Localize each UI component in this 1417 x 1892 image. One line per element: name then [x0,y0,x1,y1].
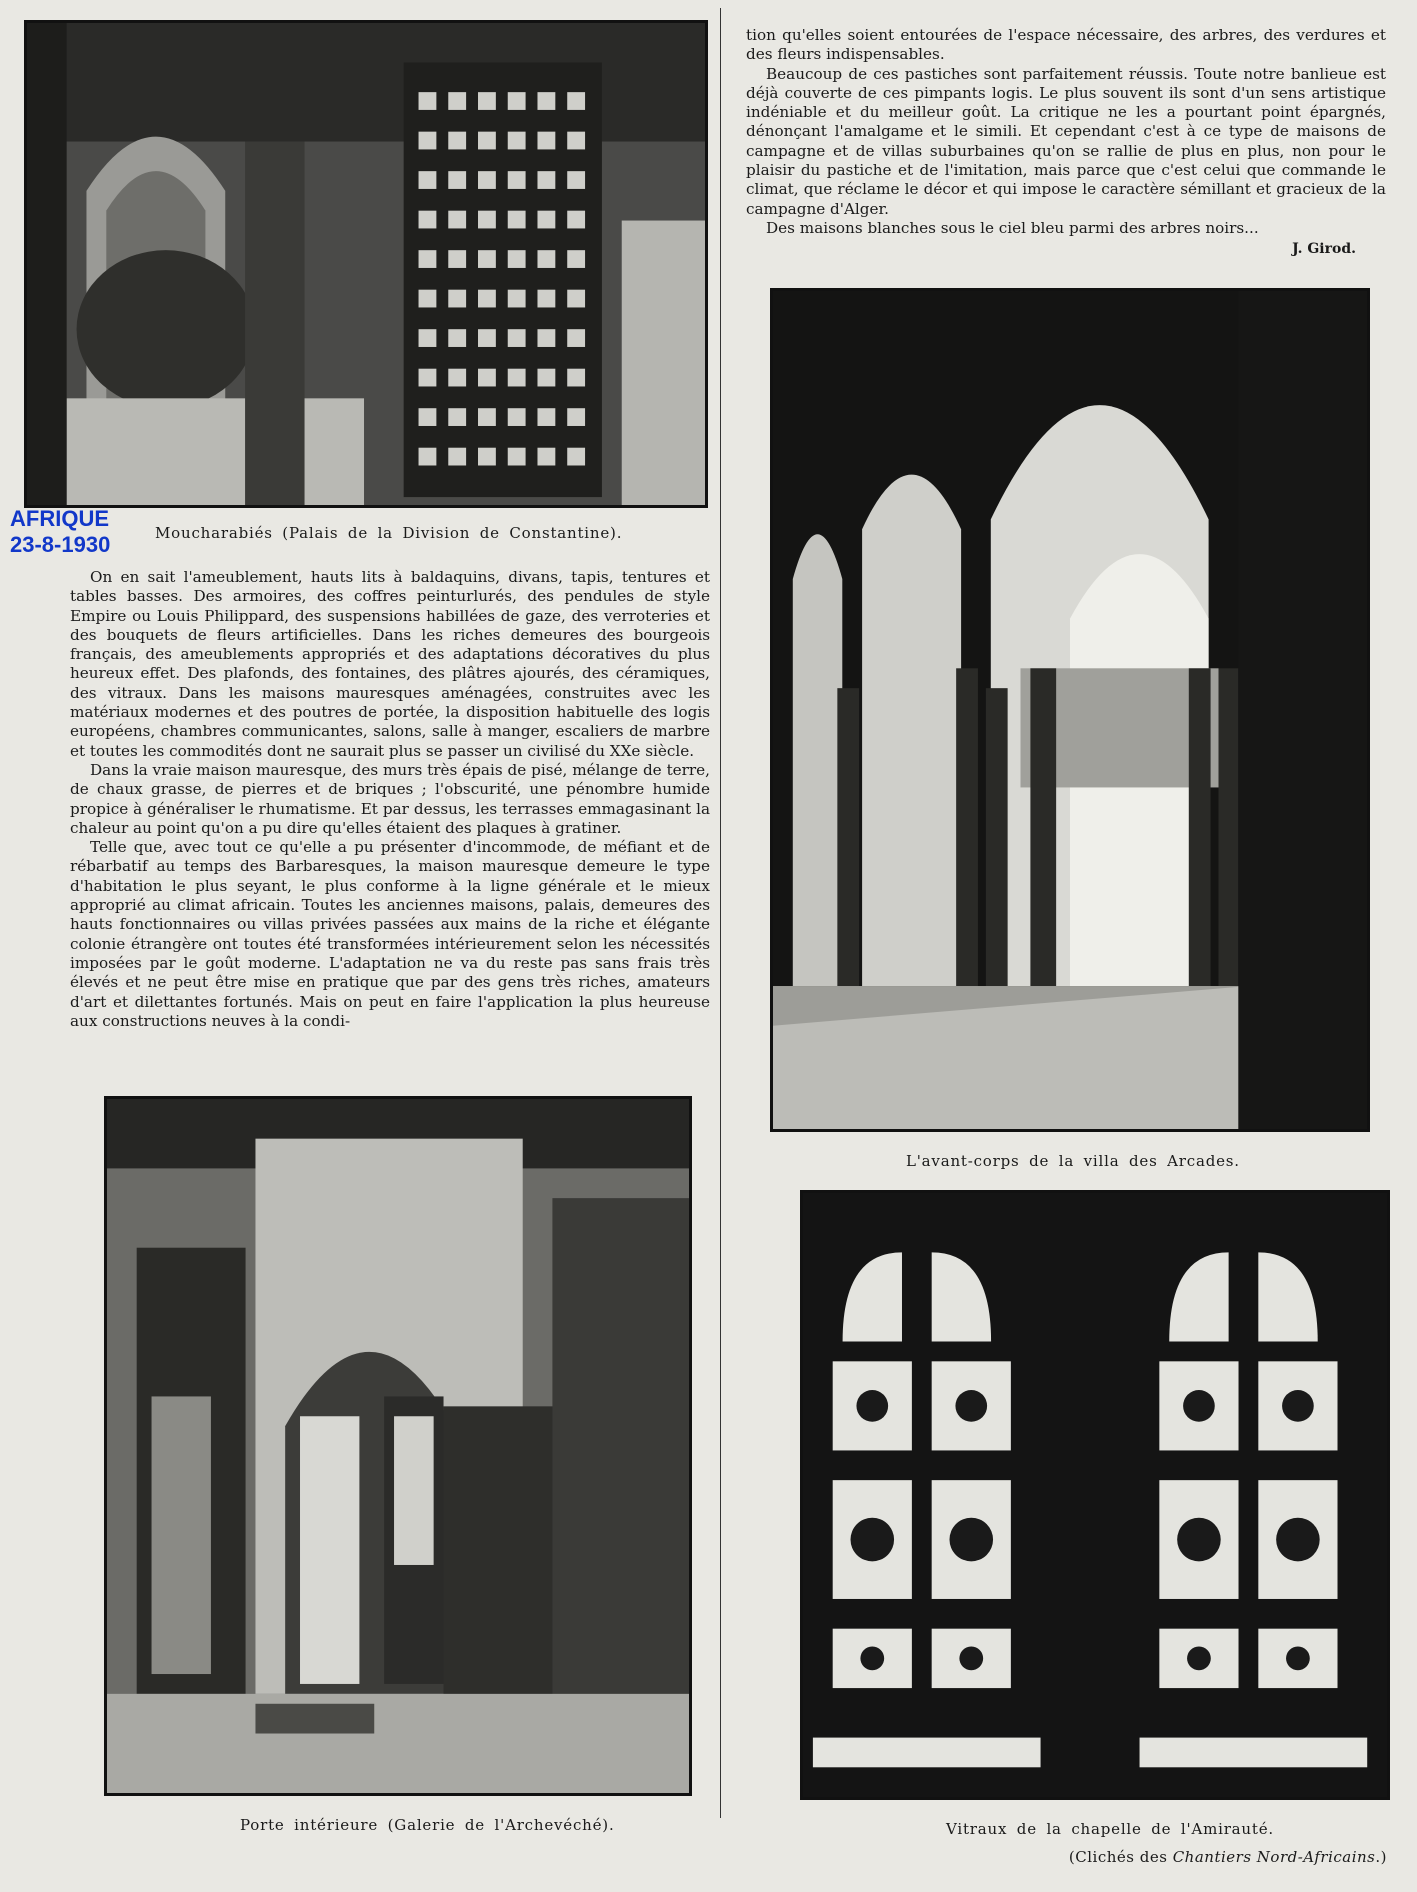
credits-prefix: (Clichés des [1068,1848,1173,1866]
paragraph: On en sait l'ameublement, hauts lits à baldaquins, divans, tapis, tentures et tables basses. Des armoires, des coffres peinturlurés, des pendules de style Empire ou Louis Philippard, des suspensions habillées de gaze, des verroteries et des bouquets de fleurs artificielles. Dans les riches demeures des bourgeois français, des ameublements appropriés et des adaptations décoratives du plus heureux effet. Des plafonds, des fontaines, des plâtres ajourés, des céramiques, des vitraux. Dans les maisons mauresques aménagées, construites avec les matériaux modernes et des poutres de portée, la disposition habituelle des logis européens, chambres communicantes, salons, salle à manger, escaliers de marbre et toutes les commodités dont ne saurait plus se passer un civilisé du XXe siècle. [70,568,710,760]
paragraph: Des maisons blanches sous le ciel bleu parmi des arbres noirs... [766,218,1259,237]
photo-moucharabies [24,20,708,508]
left-article-column [70,568,710,1031]
paragraph: Beaucoup de ces pastiches sont parfaitement réussis. Toute notre banlieue est déjà couverte de ces pimpants logis. Le plus souvent ils sont d'un sens artistique indéniable et du meilleur goût. La critique ne les a pourtant point épargnés, dénonçant l'amalgame et le simili. Et cependant c'est à ce type de maisons de campagne et de villas suburbaines qu'on se rallie de plus en plus, non pour le plaisir du pastiche et de l'imitation, mais parce que c'est celui que commande le climat, que réclame le décor et qui impose le caractère sémillant et gracieux de la campagne d'Alger. [746,64,1386,218]
paragraph: Dans la vraie maison mauresque, des murs très épais de pisé, mélange de terre, de chaux grasse, de pierres et de briques ; l'obscurité, une pénombre humide propice à généraliser le rhumatisme. Et par dessus, les terrasses emmagasinant la chaleur au point qu'on a pu dire qu'elles étaient des plaques à gratiner. [70,760,710,837]
credits-source: Chantiers Nord-Africains [1172,1848,1376,1866]
right-article-column [746,26,1386,260]
paragraph: tion qu'elles soient entourées de l'espace nécessaire, des arbres, des verdures et des fleurs indispensables. [746,26,1386,64]
photo-avant-corps [770,288,1370,1132]
photo-credits [1069,1848,1387,1866]
stamp-date: 23-8-1930 [10,532,111,557]
paragraph: Telle que, avec tout ce qu'elle a pu présenter d'incommode, de méfiant et de rébarbatif au temps des Barbaresques, la maison mauresque demeure le type d'habitation le plus seyant, le plus conforme à la ligne générale et le mieux approprié au climat africain. Toutes les anciennes maisons, palais, demeures des hauts fonctionnaires ou villas privées passées aux mains de la riche et élégante colonie étrangère ont toutes été transformées intérieurement selon les nécessités imposées par le goût moderne. L'adaptation ne va du reste pas sans frais très élevés et ne peut être mise en pratique que par des gens très riches, amateurs d'art et dilettantes fortunés. Mais on peut en faire l'application la plus heureuse aux constructions neuves à la condi- [70,838,710,1030]
author-signature: J. Girod. [1292,241,1356,258]
photo-porte-interieure [104,1096,692,1796]
photo-vitraux [800,1190,1390,1800]
date-stamp [10,506,110,558]
caption-vitraux: Vitraux de la chapelle de l'Amirauté. [946,1820,1274,1838]
credits-suffix: .) [1375,1848,1387,1866]
stamp-publication: AFRIQUE [10,506,109,531]
caption-moucharabies: Moucharabiés (Palais de la Division de Constantine). [155,524,623,542]
caption-porte-interieure: Porte intérieure (Galerie de l'Archevéché). [240,1816,615,1834]
caption-avant-corps: L'avant-corps de la villa des Arcades. [906,1152,1240,1170]
column-divider [720,8,721,1818]
